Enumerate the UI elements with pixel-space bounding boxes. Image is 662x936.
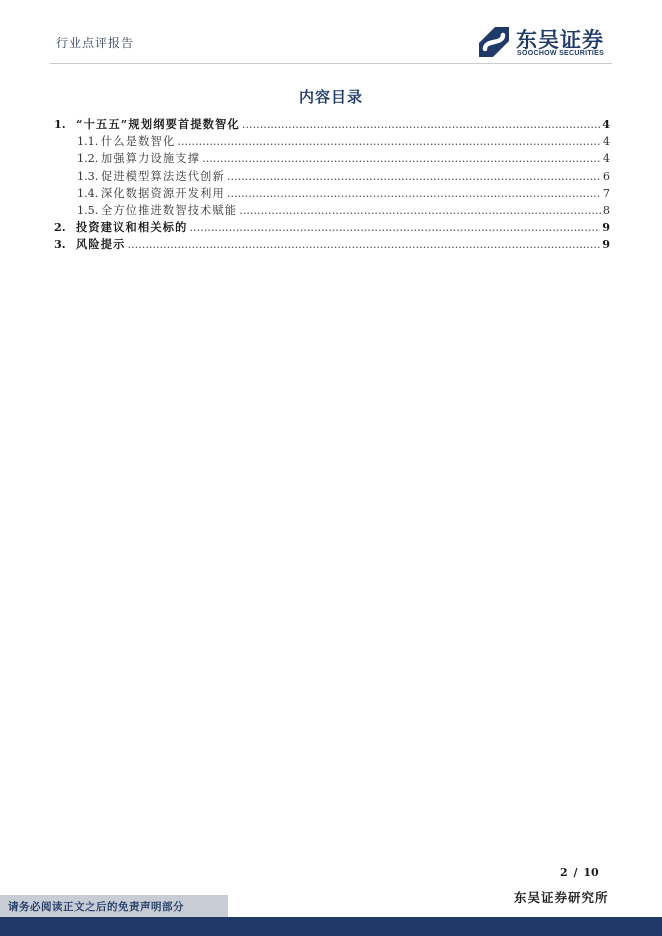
disclaimer-text: 请务必阅读正文之后的免责声明部分 [8, 901, 184, 913]
toc-entry-page: 4 [602, 117, 610, 131]
toc-entry-number: 1.4. [77, 186, 99, 200]
toc-entry[interactable] [54, 116, 610, 133]
toc-entry-page: 4 [602, 135, 610, 149]
toc-entry-number: 3. [54, 237, 66, 252]
toc-entry-number: 1.5. [77, 203, 99, 217]
header-divider [50, 63, 612, 64]
toc-entry-number: 1.2. [77, 152, 99, 166]
toc-entry[interactable] [54, 185, 610, 202]
toc-entry-title: 加强算力设施支撑 [101, 152, 201, 166]
toc-entry-page: 7 [602, 186, 610, 200]
toc-entry-page: 4 [602, 152, 610, 166]
disclaimer-box [0, 895, 228, 917]
toc-entry-title: 什么是数智化 [101, 135, 176, 149]
toc-entry-number: 2. [54, 220, 66, 235]
toc-entry-title: 促进模型算法迭代创新 [101, 169, 225, 183]
toc-leader-dots [128, 238, 601, 251]
toc-entry-page: 8 [602, 203, 610, 217]
toc-entry[interactable] [54, 202, 610, 219]
footer-org-name: 东吴证券研究所 [514, 890, 609, 905]
toc-entry[interactable] [54, 219, 610, 236]
toc-title: 内容目录 [298, 88, 363, 106]
logo-name-en: SOOCHOW SECURITIES [517, 50, 605, 57]
table-of-contents [54, 116, 610, 254]
toc-entry[interactable] [54, 236, 610, 253]
toc-entry-page: 9 [602, 220, 610, 235]
toc-leader-dots [202, 152, 601, 165]
toc-entry[interactable] [54, 168, 610, 185]
toc-leader-dots [242, 118, 600, 131]
page-number: 2 / 10 [560, 866, 599, 879]
report-type-label: 行业点评报告 [56, 36, 135, 50]
toc-leader-dots [177, 135, 601, 148]
toc-entry-title: 全方位推进数智技术赋能 [101, 203, 238, 217]
toc-leader-dots [239, 204, 601, 217]
toc-entry-title: 深化数据资源开发利用 [101, 186, 225, 200]
toc-entry[interactable] [54, 133, 610, 150]
footer-bar [0, 917, 662, 936]
logo-name-cn: 东吴证券 [516, 28, 604, 52]
toc-entry-title: 风险提示 [76, 237, 126, 252]
toc-leader-dots [227, 187, 601, 200]
toc-entry-page: 6 [602, 169, 610, 183]
toc-entry[interactable] [54, 150, 610, 167]
toc-leader-dots [190, 221, 601, 234]
toc-entry-page: 9 [602, 237, 610, 252]
soochow-logo-icon [476, 24, 512, 60]
toc-entry-title: “十五五”规划纲要首提数智化 [76, 117, 240, 131]
toc-leader-dots [227, 170, 601, 183]
toc-entry-number: 1.1. [77, 135, 99, 149]
company-logo [476, 24, 616, 60]
toc-entry-number: 1. [54, 117, 66, 131]
toc-entry-number: 1.3. [77, 169, 99, 183]
toc-entry-title: 投资建议和相关标的 [76, 220, 188, 235]
